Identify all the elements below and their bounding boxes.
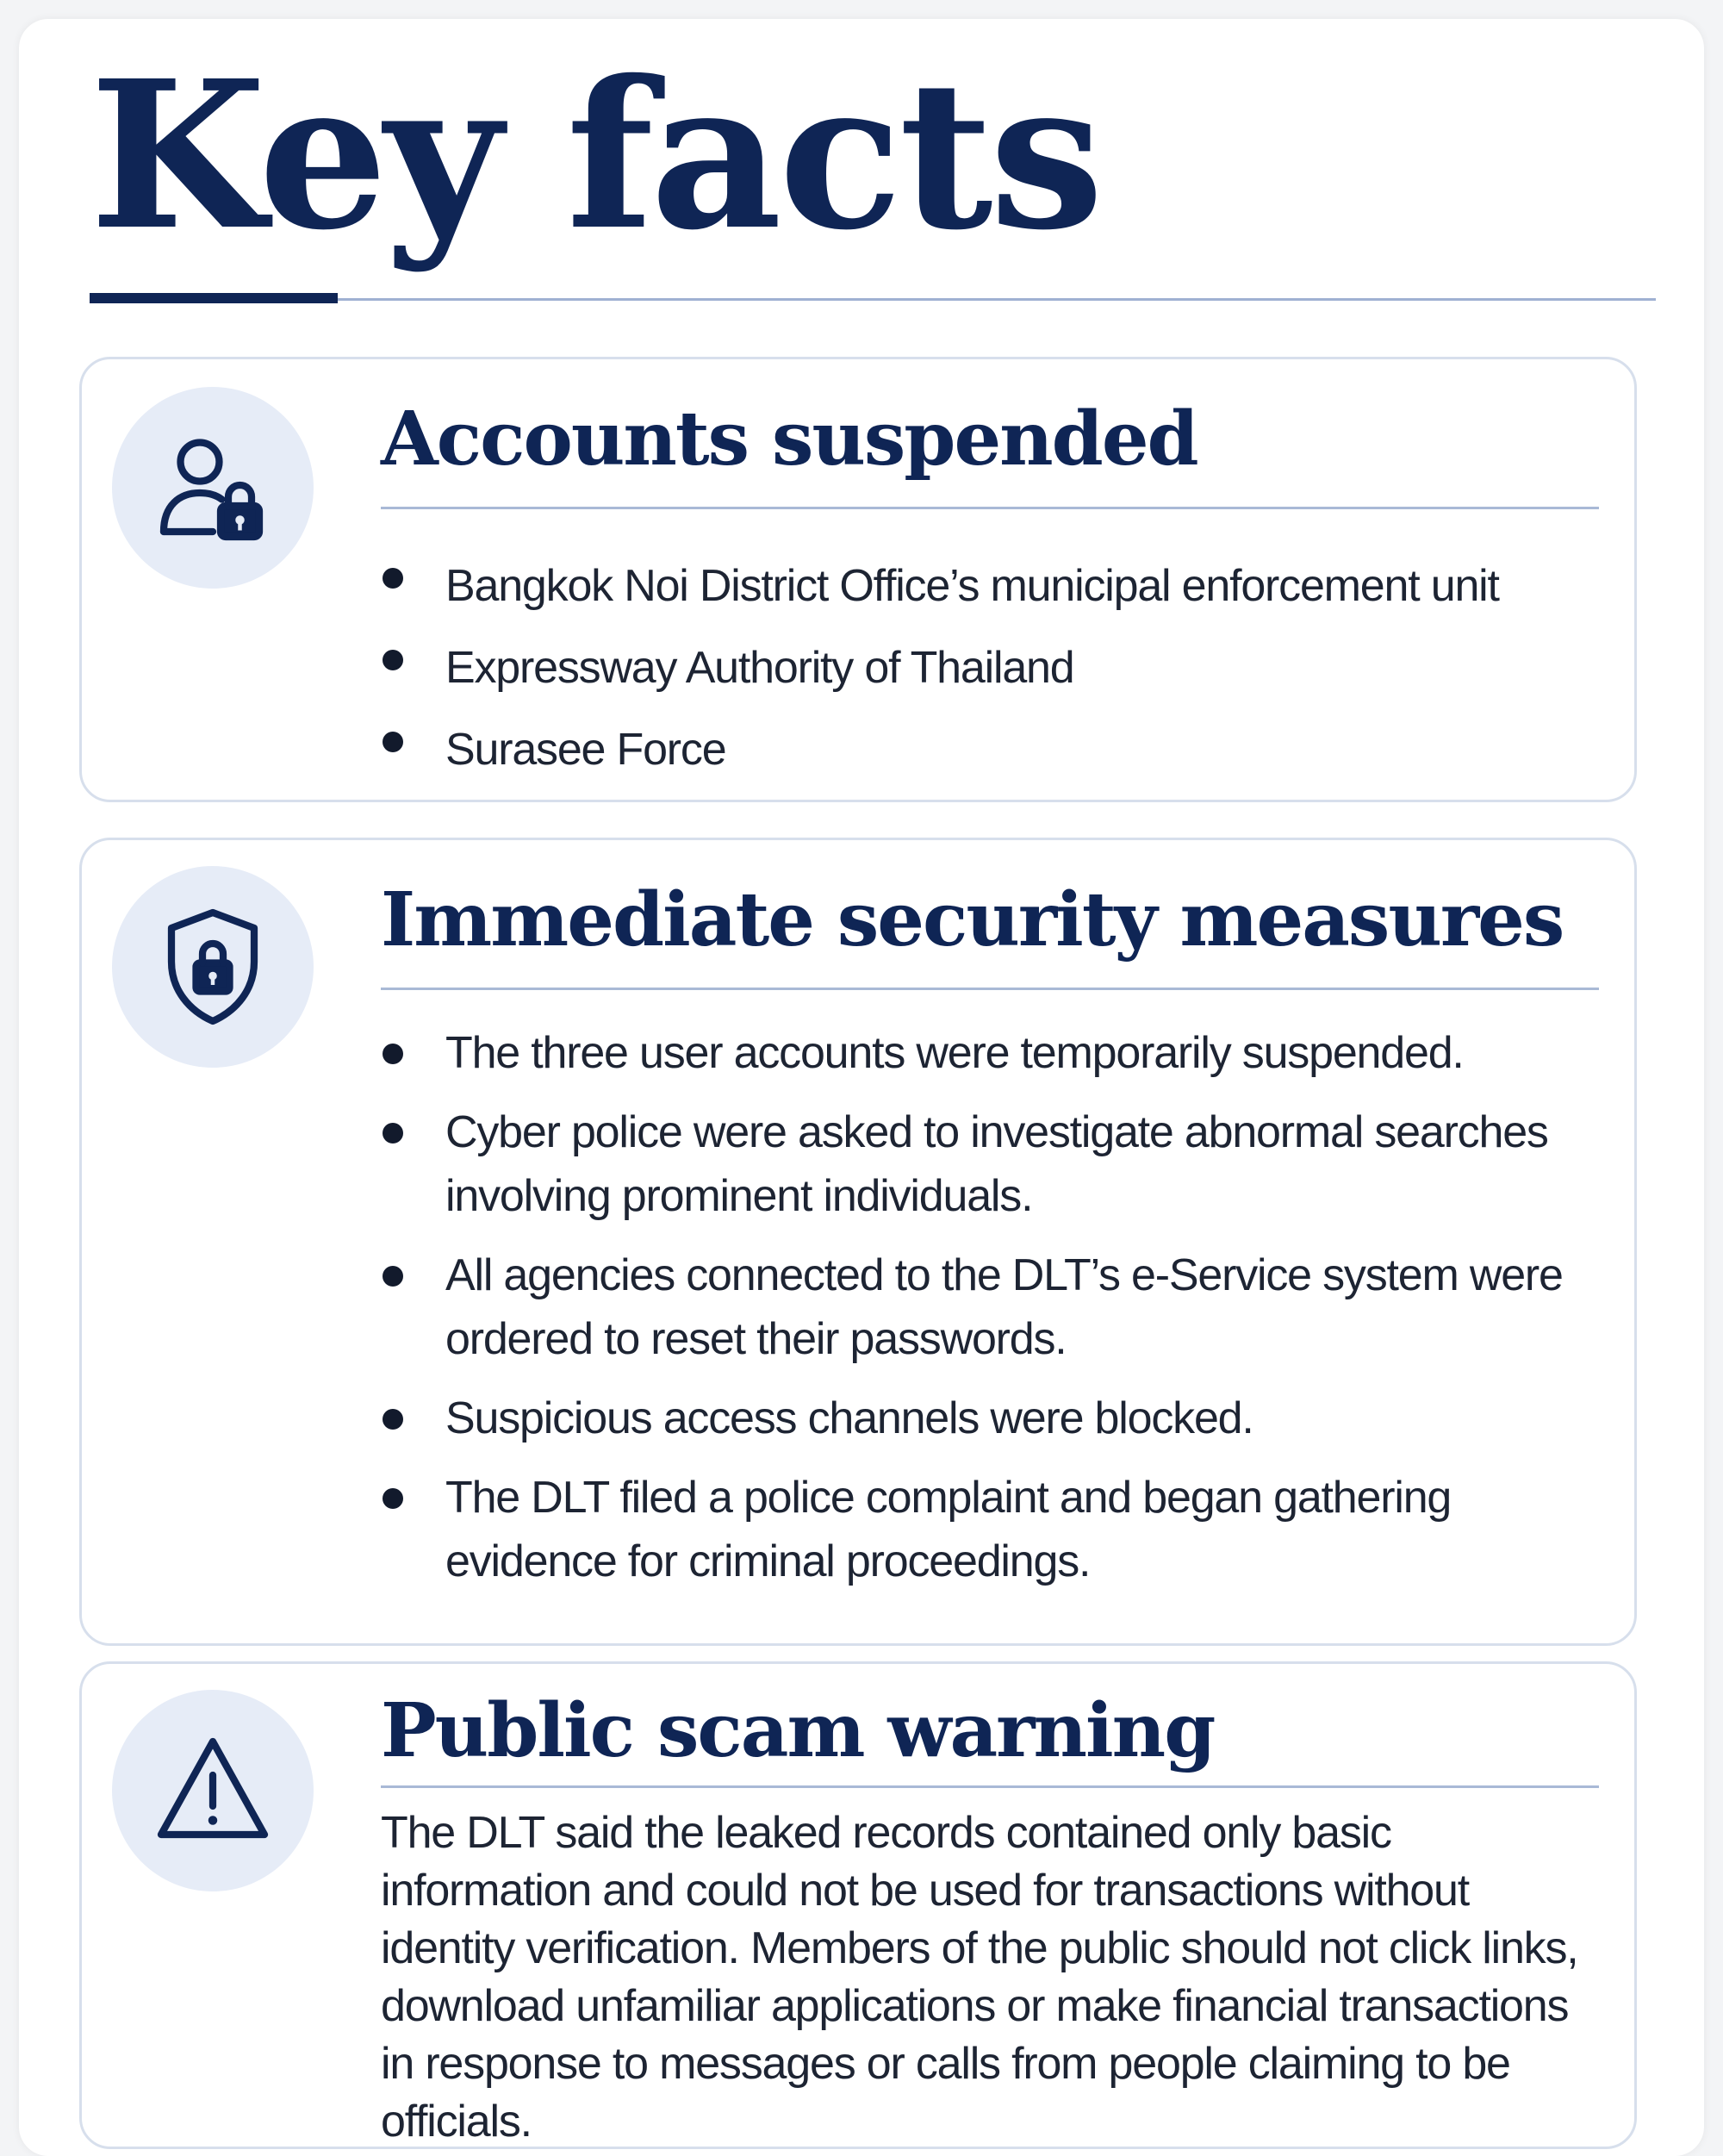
- security-measures-card: [79, 838, 1637, 1646]
- user-lock-icon: [112, 387, 314, 589]
- scam-warning-card: [79, 1661, 1637, 2149]
- card-title-accounts-suspended: Accounts suspended: [381, 396, 1197, 483]
- card-divider: [381, 1785, 1599, 1788]
- key-facts-page: [19, 19, 1704, 2156]
- accounts-suspended-card: [79, 357, 1637, 802]
- scam-warning-text: The DLT said the leaked records contained only basic information and could not be used for transactions without identity verification. Members of the public should not click links, download unfamiliar applications or make financial transactions in response to messages or calls from people claiming to be officials.: [381, 1808, 1578, 2147]
- card-title-scam-warning: Public scam warning: [381, 1687, 1215, 1774]
- card-title-security-measures: Immediate security measures: [381, 876, 1564, 963]
- page-title: Key facts: [90, 35, 1101, 275]
- warning-triangle-icon: [112, 1690, 314, 1891]
- list-item: All agencies connected to the DLT’s e-Service system were ordered to reset their passwords.: [381, 1243, 1587, 1371]
- list-item: The three user accounts were temporarily suspended.: [381, 1021, 1587, 1085]
- list-item: Bangkok Noi District Office’s municipal enforcement unit: [381, 545, 1587, 627]
- accounts-list: [381, 545, 1587, 791]
- card-divider: [381, 988, 1599, 990]
- list-item: Cyber police were asked to investigate abnormal searches involving prominent individuals.: [381, 1100, 1587, 1228]
- list-item: Suspicious access channels were blocked.: [381, 1386, 1587, 1450]
- list-item: Expressway Authority of Thailand: [381, 627, 1587, 709]
- measures-list: [381, 1021, 1587, 1593]
- title-accent-bar: [90, 293, 338, 303]
- shield-lock-icon: [112, 866, 314, 1068]
- list-item: The DLT filed a police complaint and began gathering evidence for criminal proceedings.: [381, 1466, 1587, 1593]
- list-item: Surasee Force: [381, 709, 1587, 791]
- card-divider: [381, 507, 1599, 509]
